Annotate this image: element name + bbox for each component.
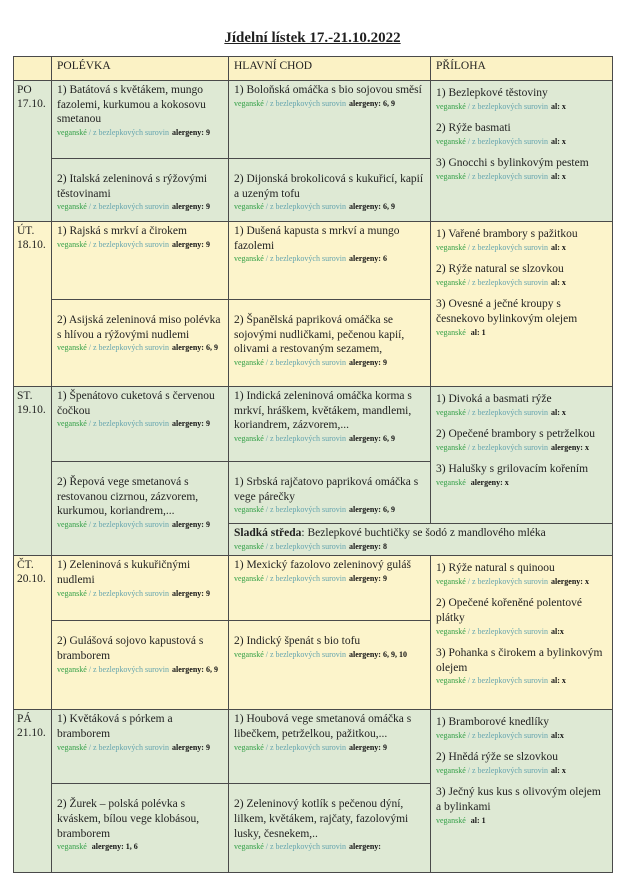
vegan-tag: veganské: [436, 277, 466, 287]
item-tags: [57, 419, 223, 429]
menu-item: [436, 227, 607, 253]
item-title: 2) Dijonská brokolicová s kukuřicí, kapií a uzeným tofu: [234, 173, 424, 200]
vegan-tag: veganské: [234, 98, 264, 108]
item-tags: [234, 650, 425, 660]
menu-item: [57, 634, 223, 675]
item-tags: [57, 520, 223, 530]
main-cell: [229, 387, 431, 462]
gluten-free-tag: / z bezlepkových surovin: [265, 358, 346, 368]
menu-table: [13, 56, 613, 873]
gluten-free-tag: / z bezlepkových surovin: [265, 541, 346, 551]
main-cell: [229, 300, 431, 387]
day-cell-ct: [14, 556, 52, 710]
allergen-tag: alergeny: 9: [171, 202, 210, 212]
allergen-tag: alergeny: 6, 9: [348, 505, 395, 515]
day-row-pa-1: [14, 710, 613, 784]
gluten-free-tag: / z bezlepkových surovin: [88, 520, 169, 530]
item-title: 1) Rýže natural s quinoou: [436, 562, 555, 575]
gluten-free-tag: / z bezlepkových surovin: [265, 434, 346, 444]
day-date: 21.10.: [17, 727, 46, 740]
menu-item: [57, 712, 223, 753]
item-title: 2) Opečené kořeněné polentové plátky: [436, 597, 582, 624]
side-cell: [431, 222, 613, 387]
header-side-cell: PŘÍLOHA: [431, 57, 613, 81]
allergen-tag: al: x: [550, 765, 566, 775]
item-title: 1) Divoká a basmati rýže: [436, 393, 552, 405]
menu-item: [234, 389, 425, 445]
gluten-free-tag: / z bezlepkových surovin: [467, 136, 548, 146]
menu-item: [57, 83, 223, 139]
item-tags: [234, 202, 425, 212]
menu-item: [234, 172, 425, 213]
item-title: 1) Houbová vege smetanová omáčka s libečkem, petrželkou, pažitkou,...: [234, 713, 412, 740]
vegan-tag: veganské: [57, 239, 87, 249]
vegan-tag: veganské: [234, 254, 264, 264]
vegan-tag: veganské: [57, 343, 87, 353]
allergen-tag: al: x: [550, 171, 566, 181]
vegan-tag: veganské: [436, 815, 466, 825]
vegan-tag: veganské: [57, 419, 87, 429]
gluten-free-tag: / z bezlepkových surovin: [88, 588, 169, 598]
allergen-tag: al: x: [550, 676, 566, 686]
menu-item: [234, 475, 425, 516]
allergen-tag: alergeny: 6, 9, 10: [348, 649, 407, 659]
allergen-tag: al: 1: [470, 815, 486, 825]
day-abbr: ÚT.: [17, 225, 35, 237]
special-note-title: [234, 526, 607, 541]
vegan-tag: veganské: [436, 171, 466, 181]
item-title: 1) Bezlepkové těstoviny: [436, 87, 548, 99]
gluten-free-tag: / z bezlepkových surovin: [265, 202, 346, 212]
special-note-text: : Bezlepkové buchtičky se šodó z mandlového mléka: [301, 527, 546, 539]
menu-item: [57, 172, 223, 213]
allergen-tag: alergeny: 8: [348, 541, 387, 551]
menu-item: [57, 475, 223, 531]
soup-cell: [52, 300, 229, 387]
item-tags: [57, 665, 223, 675]
allergen-tag: al: 1: [470, 327, 486, 337]
vegan-tag: veganské: [234, 742, 264, 752]
vegan-tag: veganské: [436, 242, 466, 252]
item-tags: [234, 358, 425, 368]
gluten-free-tag: / z bezlepkových surovin: [265, 649, 346, 659]
vegan-tag: veganské: [234, 202, 264, 212]
item-tags: [436, 328, 607, 338]
allergen-tag: alergeny: 9: [348, 358, 387, 368]
soup-cell: [52, 81, 229, 159]
gluten-free-tag: / z bezlepkových surovin: [265, 254, 346, 264]
item-title: 2) Řepová vege smetanová s restovanou cizrnou, zázvorem, kurkumou, koriandrem,...: [57, 476, 199, 518]
main-cell: [229, 784, 431, 873]
gluten-free-tag: / z bezlepkových surovin: [467, 626, 548, 636]
menu-item: [57, 389, 223, 430]
item-tags: [436, 137, 607, 147]
special-note-cell: [229, 524, 613, 556]
item-title: 1) Zeleninová s kukuřičnými nudlemi: [57, 559, 191, 586]
item-title: 1) Batátová s květákem, mungo fazolemi, kurkumou a kokosovu smetanou: [57, 84, 206, 126]
allergen-tag: alergeny: 9: [171, 588, 210, 598]
menu-item: [57, 313, 223, 354]
vegan-tag: veganské: [234, 505, 264, 515]
gluten-free-tag: / z bezlepkových surovin: [467, 101, 548, 111]
vegan-tag: veganské: [57, 742, 87, 752]
allergen-tag: alergeny: 6, 9: [171, 664, 218, 674]
item-title: 1) Vařené brambory s pažitkou: [436, 228, 578, 240]
item-tags: [436, 731, 607, 741]
item-tags: [234, 574, 425, 584]
allergen-tag: alergeny: 9: [171, 742, 210, 752]
allergen-tag: alergeny:: [348, 842, 381, 852]
vegan-tag: veganské: [436, 730, 466, 740]
allergen-tag: alergeny: x: [470, 477, 509, 487]
vegan-tag: veganské: [436, 407, 466, 417]
gluten-free-tag: / z bezlepkových surovin: [467, 442, 548, 452]
item-tags: [57, 589, 223, 599]
item-tags: [436, 278, 607, 288]
day-date: 19.10.: [17, 404, 46, 417]
gluten-free-tag: / z bezlepkových surovin: [265, 573, 346, 583]
item-title: 3) Ječný kus kus s olivovým olejem a bylinkami: [436, 786, 601, 814]
gluten-free-tag: / z bezlepkových surovin: [88, 239, 169, 249]
vegan-tag: veganské: [57, 664, 87, 674]
menu-item: [436, 297, 607, 338]
gluten-free-tag: / z bezlepkových surovin: [88, 343, 169, 353]
vegan-tag: veganské: [234, 358, 264, 368]
menu-item: [436, 561, 607, 587]
menu-item: [436, 596, 607, 637]
gluten-free-tag: / z bezlepkových surovin: [88, 202, 169, 212]
menu-item: [57, 224, 223, 250]
menu-item: [436, 121, 607, 147]
day-abbr: ST.: [17, 390, 33, 402]
gluten-free-tag: / z bezlepkových surovin: [467, 407, 548, 417]
item-title: 2) Indický špenát s bio tofu: [234, 635, 361, 648]
soup-cell: [52, 710, 229, 784]
day-abbr: PÁ: [17, 713, 32, 726]
item-tags: [436, 478, 607, 488]
item-tags: [234, 542, 607, 552]
menu-item: [436, 750, 607, 776]
item-title: 2) Gulášová sojovo kapustová s bramborem: [57, 635, 204, 662]
day-row-ut-1: [14, 222, 613, 300]
header-row: [14, 57, 613, 81]
item-title: 2) Žurek – polská polévka s kváskem, bílou vege klobásou, bramborem: [57, 798, 200, 840]
menu-item: [436, 715, 607, 741]
gluten-free-tag: / z bezlepkových surovin: [467, 277, 548, 287]
main-cell: [229, 222, 431, 300]
item-title: 1) Mexický fazolovo zeleninový guláš: [234, 559, 411, 572]
main-cell: [229, 710, 431, 784]
vegan-tag: veganské: [436, 442, 466, 452]
gluten-free-tag: / z bezlepkových surovin: [88, 664, 169, 674]
gluten-free-tag: / z bezlepkových surovin: [467, 765, 548, 775]
item-title: 3) Pohanka s čirokem a bylinkovým olejem: [436, 647, 603, 674]
menu-item: [436, 462, 607, 488]
allergen-tag: al: x: [550, 407, 566, 417]
side-cell: [431, 81, 613, 222]
main-cell: [229, 621, 431, 710]
menu-item: [234, 224, 425, 265]
item-title: 2) Španělská papriková omáčka se sojovými nudličkami, pečenou kapií, olivami a restovaným sezamem,: [234, 314, 405, 356]
allergen-tag: alergeny: 9: [171, 520, 210, 530]
soup-cell: [52, 159, 229, 222]
menu-item: [436, 785, 607, 826]
menu-item: [234, 558, 425, 584]
menu-item: [436, 156, 607, 182]
allergen-tag: al:x: [550, 730, 564, 740]
menu-item: [234, 313, 425, 369]
vegan-tag: veganské: [436, 626, 466, 636]
header-soup-cell: POLÉVKA: [52, 57, 229, 81]
item-tags: [436, 243, 607, 253]
gluten-free-tag: / z bezlepkových surovin: [467, 730, 548, 740]
day-row-po-1: [14, 81, 613, 159]
item-title: 3) Gnocchi s bylinkovým pestem: [436, 157, 589, 170]
item-title: 3) Ovesné a ječné kroupy s česnekovo bylinkovým olejem: [436, 298, 578, 325]
allergen-tag: alergeny: 6, 9: [348, 434, 395, 444]
menu-item: [436, 86, 607, 112]
day-date: 20.10.: [17, 573, 46, 586]
allergen-tag: alergeny: 9: [171, 419, 210, 429]
day-row-st-1: [14, 387, 613, 462]
allergen-tag: alergeny: 1, 6: [91, 842, 138, 852]
day-abbr: PO: [17, 84, 32, 96]
item-tags: [234, 842, 425, 852]
gluten-free-tag: / z bezlepkových surovin: [467, 576, 548, 586]
item-tags: [436, 102, 607, 112]
item-tags: [57, 343, 223, 353]
allergen-tag: alergeny: 6, 9: [171, 343, 218, 353]
item-title: 1) Srbská rajčatovo papriková omáčka s vege párečky: [234, 476, 419, 503]
item-tags: [234, 743, 425, 753]
item-tags: [436, 172, 607, 182]
item-tags: [57, 240, 223, 250]
allergen-tag: al: x: [550, 136, 566, 146]
soup-cell: [52, 222, 229, 300]
item-tags: [57, 202, 223, 212]
item-tags: [436, 816, 607, 826]
item-title: 2) Asijská zeleninová miso polévka s hlívou a rýžovými nudlemi: [57, 314, 221, 341]
vegan-tag: veganské: [57, 842, 87, 852]
item-title: 2) Italská zeleninová s rýžovými těstovinami: [57, 173, 208, 200]
allergen-tag: alergeny: 9: [171, 239, 210, 249]
item-title: 1) Boloňská omáčka s bio sojovou směsí: [234, 84, 422, 96]
item-tags: [436, 443, 607, 453]
allergen-tag: alergeny: 9: [348, 573, 387, 583]
item-tags: [57, 842, 223, 852]
allergen-tag: al: x: [550, 101, 566, 111]
day-cell-ut: [14, 222, 52, 387]
menu-item: [57, 558, 223, 599]
item-tags: [436, 577, 607, 587]
soup-cell: [52, 784, 229, 873]
gluten-free-tag: / z bezlepkových surovin: [265, 742, 346, 752]
item-tags: [57, 743, 223, 753]
day-cell-pa: [14, 710, 52, 873]
day-cell-st: [14, 387, 52, 556]
allergen-tag: al: x: [550, 277, 566, 287]
vegan-tag: veganské: [57, 128, 87, 138]
soup-cell: [52, 621, 229, 710]
menu-item: [234, 83, 425, 109]
vegan-tag: veganské: [436, 327, 466, 337]
vegan-tag: veganské: [436, 136, 466, 146]
gluten-free-tag: / z bezlepkových surovin: [265, 98, 346, 108]
allergen-tag: alergeny: 9: [348, 742, 387, 752]
gluten-free-tag: / z bezlepkových surovin: [265, 842, 346, 852]
item-title: 1) Bramborové knedlíky: [436, 716, 550, 729]
menu-item: [436, 427, 607, 453]
gluten-free-tag: / z bezlepkových surovin: [467, 242, 548, 252]
allergen-tag: alergeny: x: [550, 576, 589, 586]
menu-item: [234, 797, 425, 853]
item-title: 1) Dušená kapusta s mrkví a mungo fazolemi: [234, 225, 400, 252]
vegan-tag: veganské: [234, 573, 264, 583]
item-title: 1) Špenátovo cuketová s červenou čočkou: [57, 390, 215, 417]
item-tags: [234, 99, 425, 109]
gluten-free-tag: / z bezlepkových surovin: [88, 419, 169, 429]
vegan-tag: veganské: [234, 541, 264, 551]
vegan-tag: veganské: [57, 202, 87, 212]
vegan-tag: veganské: [57, 588, 87, 598]
item-title: 3) Halušky s grilovacím kořením: [436, 463, 589, 476]
item-title: 2) Hnědá rýže se slzovkou: [436, 751, 558, 764]
item-tags: [57, 128, 223, 138]
vegan-tag: veganské: [436, 101, 466, 111]
vegan-tag: veganské: [436, 477, 466, 487]
item-tags: [436, 408, 607, 418]
day-cell-po: [14, 81, 52, 222]
vegan-tag: veganské: [234, 842, 264, 852]
gluten-free-tag: / z bezlepkových surovin: [467, 171, 548, 181]
vegan-tag: veganské: [234, 434, 264, 444]
side-cell: [431, 710, 613, 873]
gluten-free-tag: / z bezlepkových surovin: [88, 742, 169, 752]
item-title: 2) Rýže natural se slzovkou: [436, 263, 564, 276]
vegan-tag: veganské: [436, 576, 466, 586]
day-date: 17.10.: [17, 98, 46, 111]
item-title: 1) Rajská s mrkví a čirokem: [57, 225, 187, 237]
main-cell: [229, 159, 431, 222]
menu-item: [234, 634, 425, 660]
soup-cell: [52, 387, 229, 462]
menu-item: [436, 646, 607, 687]
item-title: 2) Opečené brambory s petrželkou: [436, 428, 596, 441]
menu-item: [436, 262, 607, 288]
side-cell: [431, 556, 613, 710]
main-cell: [229, 556, 431, 621]
soup-cell: [52, 462, 229, 556]
page-title: Jídelní lístek 17.-21.10.2022: [224, 30, 401, 46]
allergen-tag: alergeny: x: [550, 442, 589, 452]
item-title: 1) Květáková s pórkem a bramborem: [57, 713, 173, 740]
gluten-free-tag: / z bezlepkových surovin: [467, 676, 548, 686]
header-main-cell: HLAVNÍ CHOD: [229, 57, 431, 81]
vegan-tag: veganské: [234, 649, 264, 659]
allergen-tag: al: x: [550, 242, 566, 252]
day-row-ct-1: [14, 556, 613, 621]
gluten-free-tag: / z bezlepkových surovin: [265, 505, 346, 515]
item-tags: [436, 627, 607, 637]
gluten-free-tag: / z bezlepkových surovin: [88, 128, 169, 138]
item-tags: [436, 766, 607, 776]
main-cell: [229, 462, 431, 524]
item-title: 2) Rýže basmati: [436, 122, 511, 135]
vegan-tag: veganské: [436, 765, 466, 775]
header-day-cell: [14, 57, 52, 81]
side-cell: [431, 387, 613, 524]
item-tags: [436, 676, 607, 686]
item-title: 2) Zeleninový kotlík s pečenou dýní, lilkem, květákem, rajčaty, fazolovými lusky, česnekem,..: [234, 798, 409, 840]
menu-item: [436, 392, 607, 418]
main-cell: [229, 81, 431, 159]
allergen-tag: alergeny: 9: [171, 128, 210, 138]
allergen-tag: alergeny: 6: [348, 254, 387, 264]
item-tags: [234, 254, 425, 264]
vegan-tag: veganské: [57, 520, 87, 530]
item-tags: [234, 505, 425, 515]
menu-item: [57, 797, 223, 853]
item-tags: [234, 434, 425, 444]
soup-cell: [52, 556, 229, 621]
menu-item: [234, 712, 425, 753]
special-note-label: Sladká středa: [234, 527, 302, 539]
item-title: 1) Indická zeleninová omáčka korma s mrkví, hráškem, květákem, mandlemi, koriandrem, zázvorem,...: [234, 390, 412, 432]
day-abbr: ČT.: [17, 559, 34, 572]
allergen-tag: alergeny: 6, 9: [348, 202, 395, 212]
allergen-tag: al:x: [550, 626, 564, 636]
vegan-tag: veganské: [436, 676, 466, 686]
day-date: 18.10.: [17, 239, 46, 252]
allergen-tag: alergeny: 6, 9: [348, 98, 395, 108]
